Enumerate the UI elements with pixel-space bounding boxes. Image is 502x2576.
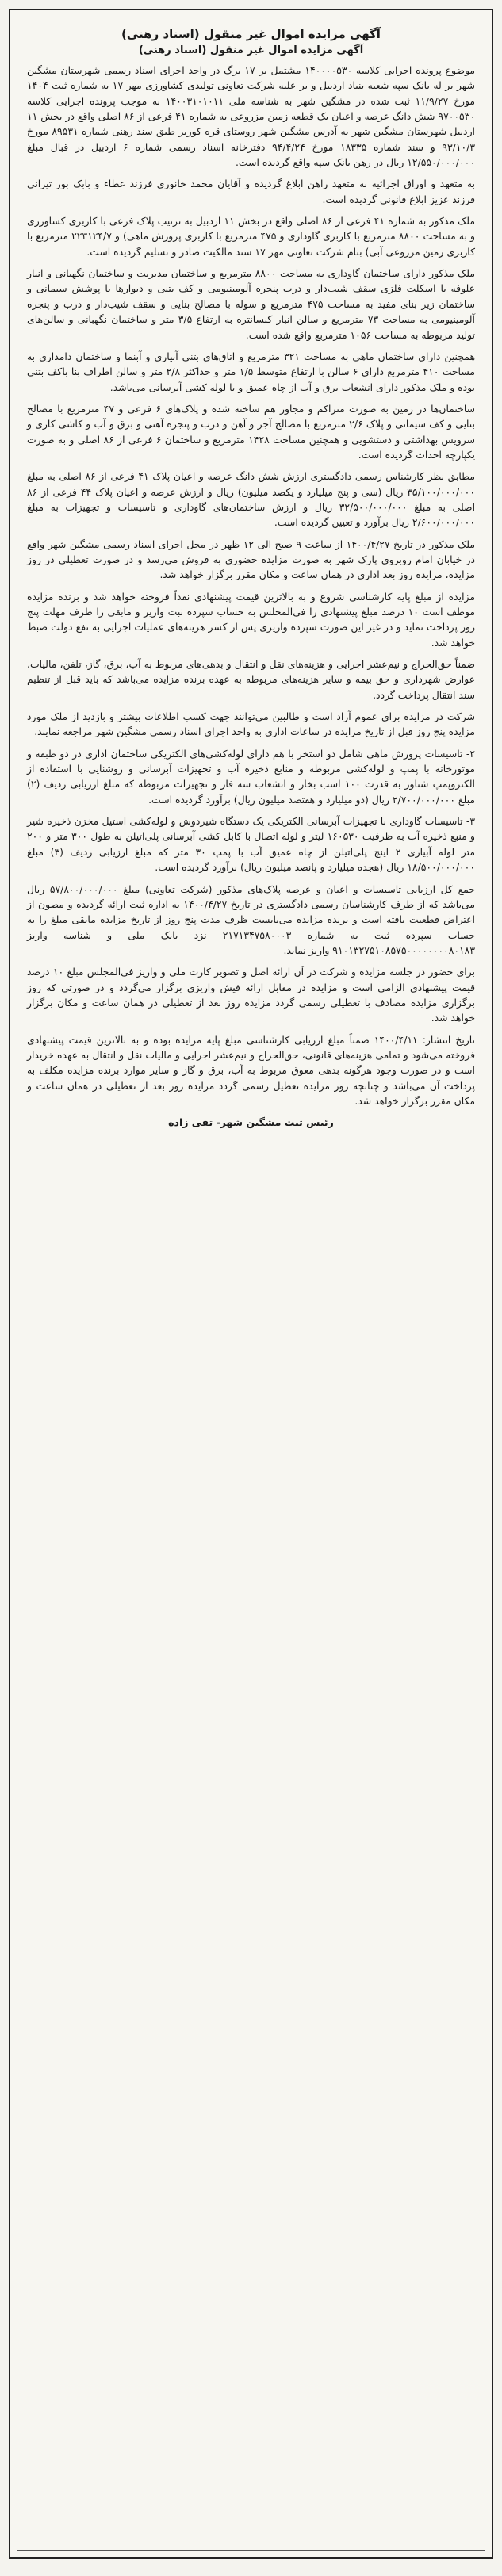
paragraph: شرکت در مزایده برای عموم آزاد است و طالبین می‌توانند جهت کسب اطلاعات بیشتر و بازدید از ملک مورد مزایده پنج روز قبل از تاریخ مزایده در ساعات اداری به واحد اجرای اسناد رسمی مشگین شهر مراجعه نمایند.	[27, 710, 475, 738]
paragraph: ضمناً حق‌الحراج و نیم‌عشر اجرایی و هزینه‌های نقل و انتقال و بدهی‌های مربوط به آب، برق، گاز، تلفن، مالیات، عوارض شهرداری و حق بیمه و سایر هزینه‌های مربوطه به عهده برنده مزایده می‌باشد که باید قبل از تنظیم سند انتقال پرداخت گردد.	[27, 658, 475, 701]
paragraph: موضوع پرونده اجرایی کلاسه ۱۴۰۰۰۰۵۳۰ مشتمل بر ۱۷ برگ در واحد اجرای اسناد رسمی شهرستان مشگین شهر بر له بانک سپه شعبه بنیاد اردبیل و بر علیه شرکت تعاونی تولیدی کشاورزی مهر ۱۷ به شماره ثبت ۱۴۰۴ مورخ ۱۱/۹/۲۷ ثبت شده در مشگین شهر به شناسه ملی ۱۴۰۰۳۱۰۱۰۱۱ به موجب پرونده اجرایی کلاسه ۹۷۰۰۵۳۰ شش دانگ عرصه و اعیان یک قطعه زمین مزروعی به شماره ۴۱ فرعی از ۸۶ اصلی واقع در بخش ۱۱ اردبیل شهرستان مشگین شهر به آدرس مشگین شهر روستای قره کوریز طبق سند رهنی شماره ۸۹۵۳۱ مورخ ۹۳/۱۰/۳ و سند شماره ۱۸۳۳۵ مورخ ۹۴/۴/۲۴ دفترخانه اسناد رسمی شماره ۶ اردبیل در قبال مبلغ ۱۲/۵۵۰/۰۰۰/۰۰۰ ریال در رهن بانک سپه واقع گردیده است.	[27, 64, 476, 169]
notice-subtitle: آگهی مزایده اموال غیر منقول (اسناد رهنی)	[138, 44, 364, 56]
paragraph: جمع کل ارزیابی تاسیسات و اعیان و عرصه پلاک‌های مذکور (شرکت تعاونی) مبلغ ۵۷/۸۰۰/۰۰۰/۰۰۰ ریال می‌باشد که از طرف کارشناسان رسمی دادگستری در تاریخ ۱۴۰۰/۴/۲۷ به اداره ثبت ارائه گردیده و مصون از اعتراض قطعیت یافته است و برنده مزایده می‌بایست ظرف مدت پنج روز از تاریخ مزایده مابقی مبلغ را به حساب سپرده ثبت به شماره ۲۱۷۱۳۴۷۵۸۰۰۰۳ نزد بانک ملی و شناسه واریز ۹۱۰۱۳۲۷۵۱۰۸۵۷۵۰۰۰۰۰۰۰۰۸۰۱۸۳ واریز نماید.	[27, 882, 476, 956]
paragraph: برای حضور در جلسه مزایده و شرکت در آن ارائه اصل و تصویر کارت ملی و واریز فی‌المجلس مبلغ ۱۰ درصد قیمت پیشنهادی الزامی است و مزایده در مقابل ارائه فیش واریزی برگزار می‌گردد و در صورتی که روز برگزاری مزایده مصادف با تعطیلی رسمی گردد مزایده روز بعد از تعطیلی در همان ساعت و مکان برگزار خواهد شد.	[27, 966, 475, 1024]
paragraph: همچنین دارای ساختمان ماهی به مساحت ۳۲۱ مترمربع و اتاق‌های بتنی آبیاری و آبنما و ساختمان دامداری به مساحت ۴۱۰ مترمربع دارای ۶ سالن با ارتفاع متوسط ۱/۵ متر و حداکثر ۲/۸ متر و سالن اطراف بنا باکف بتنی بوده و ملک مذکور دارای انشعاب برق و آب از چاه عمیق و با لوله کشی آبرسانی می‌باشد.	[27, 350, 476, 393]
paragraph: ملک مذکور در تاریخ ۱۴۰۰/۴/۲۷ از ساعت ۹ صبح الی ۱۲ ظهر در محل اجرای اسناد رسمی مشگین شهر واقع در خیابان امام روبروی پارک شهر به صورت مزایده حضوری به فروش می‌رسد و در صورت تعطیلی در روز مزایده، مزایده روز بعد اداری در همان ساعت و مکان مقرر برگزار خواهد شد.	[27, 538, 475, 581]
paragraph: ساختمان‌ها در زمین به صورت متراکم و مجاور هم ساخته شده و پلاک‌های ۶ فرعی و ۴۷ مترمربع با مصالح بنایی و کف سیمانی و پلاک ۲/۶ مترمربع با مصالح آجر و آهن و درب و پنجره آهنی و برق و آب و کاشی کاری و سرویس بهداشتی و دستشویی و همچنین مساحت ۱۴۲۸ مترمربع و ساختمان ۶ فرعی از ۸۶ اصلی و به صورت یکپارچه احداث گردیده است.	[27, 402, 476, 461]
paragraph: ۲- تاسیسات پرورش ماهی شامل دو استخر با هم دارای لوله‌کشی‌های الکتریکی ساختمان اداری در دو طبقه و موتورخانه با پمپ و لوله‌کشی مربوطه و منابع ذخیره آب و تجهیزات آبرسانی و روشنایی با استفاده از الکتروپمپ شناور به قدرت ۱۰۰ اسب بخار و انشعاب سه فاز و تجهیزات مربوطه که مبلغ ارزیابی ردیف (۲) مبلغ ۲/۷۰۰/۰۰۰/۰۰۰ ریال (دو میلیارد و هفتصد میلیون ریال) برآورد گردیده است.	[27, 747, 475, 806]
paragraph: مزایده از مبلغ پایه کارشناسی شروع و به بالاترین قیمت پیشنهادی نقداً فروخته خواهد شد و برنده مزایده موظف است ۱۰ درصد مبلغ پیشنهادی را فی‌المجلس به حساب سپرده ثبت واریز و مابقی را ظرف مهلت پنج روز پرداخت نماید و در غیر این صورت سپرده واریزی پس از کسر هزینه‌های عملیات اجرایی به نفع دولت ضبط خواهد شد.	[27, 590, 475, 649]
notice-border	[17, 17, 485, 2551]
notice-page	[9, 9, 493, 2559]
paragraph: مطابق نظر کارشناس رسمی دادگستری ارزش شش دانگ عرصه و اعیان پلاک ۴۱ فرعی از ۸۶ اصلی به مبلغ ۳۵/۱۰۰/۰۰۰/۰۰۰ ریال (سی و پنج میلیارد و یکصد میلیون) ریال و ارزش عرصه و اعیان پلاک ۴۴ فرعی از ۸۶ اصلی به مبلغ ۳۲/۵۰۰/۰۰۰/۰۰۰ ریال و ارزش ساختمان‌های گاوداری و تاسیسات و تجهیزات به مبلغ ۲/۶۰۰/۰۰۰/۰۰۰ ریال برآورد و تعیین گردیده است.	[27, 470, 476, 529]
paragraph: ملک مذکور به شماره ۴۱ فرعی از ۸۶ اصلی واقع در بخش ۱۱ اردبیل به ترتیب پلاک فرعی با کاربری کشاورزی و به مساحت ۸۸۰۰ مترمربع با کاربری گاوداری و ۴۷۵ مترمربع با کاربری پرورش ماهی) و ۲۲۳۱۲۴/۷ مترمربع با کاربری زمین مزروعی آبی) بنام شرکت تعاونی مهر ۱۷ سند مالکیت صادر و تسلیم گردیده است.	[27, 215, 475, 258]
paragraph: ۳- تاسیسات گاوداری با تجهیزات آبرسانی الکتریکی یک دستگاه شیردوش و لوله‌کشی استیل مخزن ذخیره شیر و منبع ذخیره آب به ظرفیت ۱۶۰۵۳۰ لیتر و لوله اتصال با کابل کشی آبرسانی پلی‌اتیلن به طول ۳۰۰ متر و ۲۰۰ متر لوله آبیاری ۲ اینچ پلی‌اتیلن از چاه عمیق آب با پمپ ۳۰ متر که مبلغ ارزیابی ردیف (۳) مبلغ ۱۸/۵۰۰/۰۰۰/۰۰۰ ریال (هجده میلیارد و پانصد میلیون ریال) برآورد گردیده است.	[27, 815, 476, 874]
paragraph: ملک مذکور دارای ساختمان گاوداری به مساحت ۸۸۰۰ مترمربع و ساختمان مدیریت و ساختمان نگهبانی و انبار علوفه با اسکلت فلزی سقف شیب‌دار و درب پنجره آلومینیومی و کف بتنی و دیوارها با پوشش سیمانی و ساختمان زیر بنای مفید به مساحت ۴۷۵ مترمربع و سوله با مصالح بنایی و سقف شیب‌دار و درب و پنجره آلومینیومی به مساحت ۷۳ مترمربع و سالن انبار کنسانتره به ارتفاع ۳/۵ متر و ساختمان نگهبانی و سالن‌های تولید مربوطه به مساحت ۱۰۵۶ مترمربع واقع شده است.	[27, 267, 475, 341]
paragraph: به متعهد و اوراق اجرائیه به متعهد راهن ابلاغ گردیده و آقایان محمد خانوری فرزند عطاء و بابک بور تیرانی فرزند عزیز ابلاغ قانونی گردیده است.	[27, 178, 475, 205]
signature-line: رئیس ثبت مشگین شهر- تقی زاده	[168, 1116, 334, 1129]
notice-title: آگهی مزایده اموال غیر منقول (اسناد رهنی)	[121, 27, 381, 41]
paragraph: تاریخ انتشار: ۱۴۰۰/۴/۱۱ ضمناً مبلغ ارزیابی کارشناسی مبلغ پایه مزایده بوده و به بالاترین قیمت پیشنهادی فروخته می‌شود و تمامی هزینه‌های قانونی، حق‌الحراج و نیم‌عشر اجرایی و مالیات نقل و انتقال به عهده خریدار است و در صورت وجود هرگونه بدهی معوق مربوط به آب، برق و گاز و سایر موارد برنده مزایده مکلف به پرداخت آن می‌باشد و چنانچه روز مزایده تعطیل رسمی گردد مزایده روز بعد از تعطیلی در همان ساعت و مکان مقرر برگزار خواهد شد.	[27, 1033, 475, 1107]
